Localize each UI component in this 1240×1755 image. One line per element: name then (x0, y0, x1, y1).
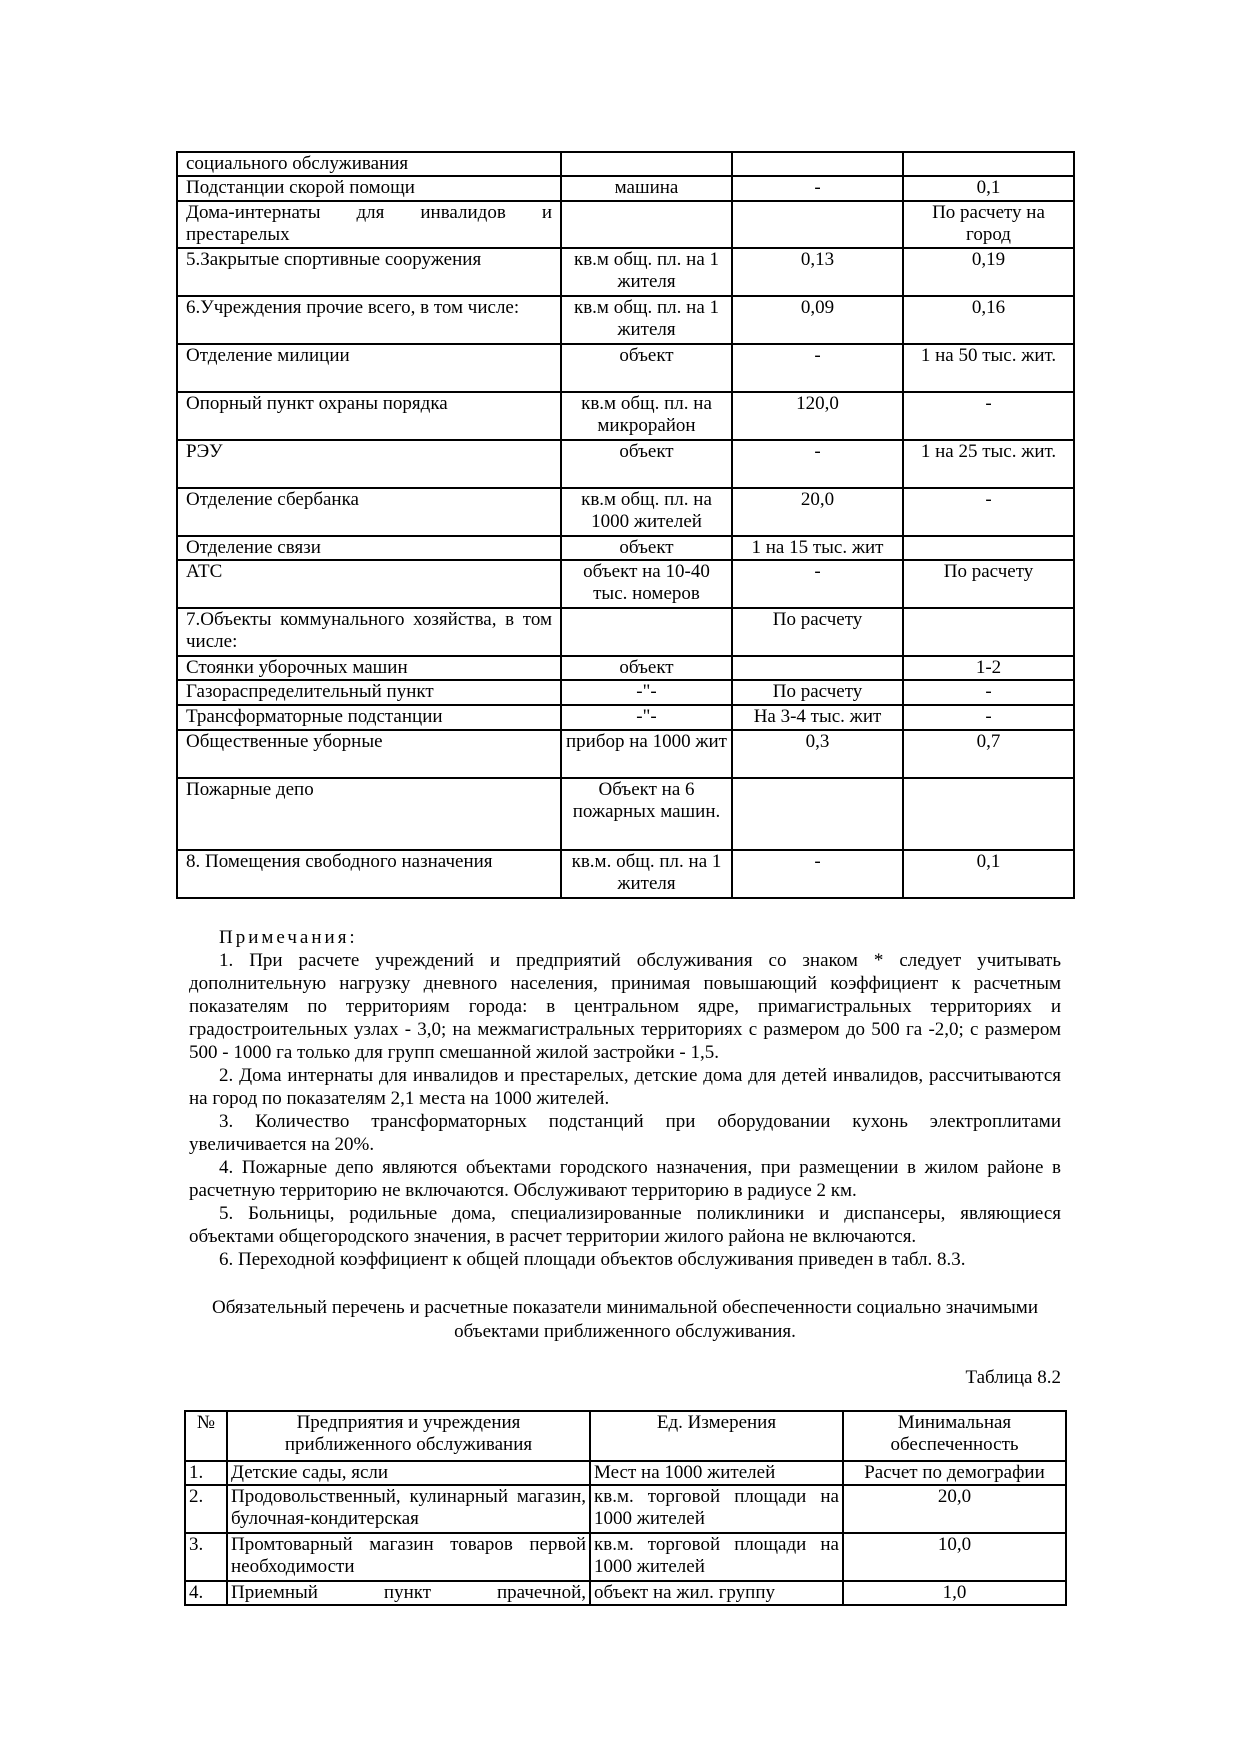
table-cell-name: 8. Помещения свободного назначения (177, 850, 561, 898)
table-cell-number: 3. (185, 1533, 227, 1581)
table-cell-value: 1 на 50 тыс. жит. (903, 344, 1074, 392)
table-cell-value: - (903, 680, 1074, 705)
table-cell-value: 0,16 (903, 296, 1074, 344)
table-cell-value: - (732, 344, 903, 392)
header-unit: Ед. Измерения (590, 1411, 843, 1461)
table-cell-value: 1-2 (903, 656, 1074, 680)
table-cell-unit: объект (561, 536, 732, 560)
table-cell-value: 1 на 25 тыс. жит. (903, 440, 1074, 488)
table-cell-unit (561, 152, 732, 176)
table-cell-name: 7.Объекты коммунального хозяйства, в том числе: (177, 608, 561, 656)
table-cell-value: 120,0 (732, 392, 903, 440)
table-cell-value: 0,1 (903, 176, 1074, 201)
table-cell-name: Стоянки уборочных машин (177, 656, 561, 680)
table-cell-value: - (732, 560, 903, 608)
table-cell-unit: кв.м общ. пл. на 1000 жителей (561, 488, 732, 536)
table-cell-value: По расчету на город (903, 201, 1074, 248)
table-cell-value: 1 на 15 тыс. жит (732, 536, 903, 560)
table-cell-name: Отделение сбербанка (177, 488, 561, 536)
table-cell-value: - (732, 176, 903, 201)
table-cell-value: - (732, 850, 903, 898)
table-cell-unit: объект (561, 656, 732, 680)
table-cell-unit: кв.м общ. пл. на 1 жителя (561, 296, 732, 344)
table-row (177, 680, 1074, 705)
table-cell-value: 20,0 (843, 1485, 1066, 1533)
table-cell-value: 1,0 (843, 1581, 1066, 1605)
table-cell-unit: объект (561, 440, 732, 488)
table-row (177, 850, 1074, 898)
table-cell-unit: Объект на 6 пожарных машин. (561, 778, 732, 850)
table-cell-value: - (903, 392, 1074, 440)
table-cell-unit: прибор на 1000 жит (561, 730, 732, 778)
table-cell-name: Продовольственный, кулинарный магазин, булочная-кондитерская (227, 1485, 590, 1533)
table-cell-unit: -"- (561, 705, 732, 730)
table-cell-name: Приемный пункт прачечной, (227, 1581, 590, 1605)
table-cell-unit: -"- (561, 680, 732, 705)
table-cell-unit: объект (561, 344, 732, 392)
table-cell-name: Трансформаторные подстанции (177, 705, 561, 730)
table-cell-value: Расчет по демографии (843, 1461, 1066, 1485)
table-cell-value: 0,19 (903, 248, 1074, 296)
table-cell-number: 4. (185, 1581, 227, 1605)
table-cell-name: Дома-интернаты для инвалидов и престарелых (177, 201, 561, 248)
table-cell-unit: объект на жил. группу (590, 1581, 843, 1605)
table-cell-name: Газораспределительный пункт (177, 680, 561, 705)
table-row (177, 536, 1074, 560)
table-cell-value (732, 656, 903, 680)
table-row (177, 488, 1074, 536)
table-header-row (185, 1411, 1066, 1461)
table-row (177, 201, 1074, 248)
table-cell-unit (561, 201, 732, 248)
table-cell-value: По расчету (903, 560, 1074, 608)
table-cell-value: 10,0 (843, 1533, 1066, 1581)
table-cell-unit: кв.м. торговой площади на 1000 жителей (590, 1533, 843, 1581)
table-cell-value (732, 201, 903, 248)
table-cell-value (732, 152, 903, 176)
note-item: 5. Больницы, родильные дома, специализированные поликлиники и диспансеры, являющиеся объектами общегородского значения, в расчет территории жилого района не включаются. (189, 1203, 1061, 1247)
note-item: 2. Дома интернаты для инвалидов и престарелых, детские дома для детей инвалидов, рассчитываются на город по показателям 2,1 места на 1000 жителей. (189, 1065, 1061, 1109)
services-table (176, 151, 1075, 899)
note-item: 4. Пожарные депо являются объектами городского назначения, при размещении в жилом районе в расчетную территорию не включаются. Обслуживают территорию в радиусе 2 км. (189, 1157, 1061, 1201)
table-cell-value (903, 608, 1074, 656)
table-cell-value (732, 778, 903, 850)
table-row (177, 608, 1074, 656)
table-row (185, 1581, 1066, 1605)
note-item: 1. При расчете учреждений и предприятий обслуживания со знаком * следует учитывать дополнительную нагрузку дневного населения, принимая повышающий коэффициент к расчетным показателям по территориям города: в центральном ядре, примагистральных территориях и градостроительных узлах - 3,0; на межмагистральных территориях с размером до 500 га -2,0; с размером 500 - 1000 га только для групп смешанной жилой застройки - 1,5. (189, 950, 1061, 1063)
table-row (185, 1461, 1066, 1485)
table2-title: Обязательный перечень и расчетные показатели минимальной обеспеченности социально значимыми объектами приближенного обслуживания. (212, 1297, 1038, 1342)
table-cell-name: Отделение связи (177, 536, 561, 560)
table-cell-name: Пожарные депо (177, 778, 561, 850)
table-row (177, 560, 1074, 608)
table-cell-unit: объект на 10-40 тыс. номеров (561, 560, 732, 608)
table-cell-value: - (903, 488, 1074, 536)
table-cell-name: Подстанции скорой помощи (177, 176, 561, 201)
table-cell-unit: кв.м общ. пл. на микрорайон (561, 392, 732, 440)
table-cell-value: 0,7 (903, 730, 1074, 778)
table-row (185, 1485, 1066, 1533)
table-cell-value (903, 778, 1074, 850)
header-name: Предприятия и учреждения приближенного обслуживания (227, 1411, 590, 1461)
table-cell-name: Опорный пункт охраны порядка (177, 392, 561, 440)
table-cell-name: Промтоварный магазин товаров первой необходимости (227, 1533, 590, 1581)
table-row (177, 778, 1074, 850)
table-cell-name: АТС (177, 560, 561, 608)
table-cell-value: 0,13 (732, 248, 903, 296)
table-cell-number: 2. (185, 1485, 227, 1533)
table-row (185, 1533, 1066, 1581)
table-cell-value: По расчету (732, 608, 903, 656)
table-row (177, 176, 1074, 201)
table-cell-value: По расчету (732, 680, 903, 705)
table-cell-value: 0,1 (903, 850, 1074, 898)
table-cell-name: социального обслуживания (177, 152, 561, 176)
table2-label: Таблица 8.2 (965, 1367, 1061, 1388)
table-row (177, 296, 1074, 344)
table-cell-name: 5.Закрытые спортивные сооружения (177, 248, 561, 296)
table-cell-name: РЭУ (177, 440, 561, 488)
table-cell-unit: кв.м общ. пл. на 1 жителя (561, 248, 732, 296)
table-cell-value: 0,09 (732, 296, 903, 344)
table-row (177, 440, 1074, 488)
table-cell-unit: кв.м. торговой площади на 1000 жителей (590, 1485, 843, 1533)
header-value: Минимальная обеспеченность (843, 1411, 1066, 1461)
note-item: 6. Переходной коэффициент к общей площади объектов обслуживания приведен в табл. 8.3. (219, 1249, 966, 1270)
table-cell-value: - (903, 705, 1074, 730)
notes-heading: Примечания: (219, 927, 358, 948)
table-cell-value: - (732, 440, 903, 488)
header-number: № (185, 1411, 227, 1461)
minimal-provision-table (184, 1410, 1067, 1606)
table-cell-name: Общественные уборные (177, 730, 561, 778)
table-cell-name: Детские сады, ясли (227, 1461, 590, 1485)
table-cell-number: 1. (185, 1461, 227, 1485)
table-cell-name: 6.Учреждения прочие всего, в том числе: (177, 296, 561, 344)
table-row (177, 705, 1074, 730)
table-cell-value (903, 536, 1074, 560)
table-cell-name: Отделение милиции (177, 344, 561, 392)
table-cell-unit: кв.м. общ. пл. на 1 жителя (561, 850, 732, 898)
table-row (177, 656, 1074, 680)
table-cell-unit (561, 608, 732, 656)
table-row (177, 392, 1074, 440)
table-cell-unit: машина (561, 176, 732, 201)
note-item: 3. Количество трансформаторных подстанций при оборудовании кухонь электроплитами увеличивается на 20%. (189, 1111, 1061, 1155)
table-cell-value: На 3-4 тыс. жит (732, 705, 903, 730)
table-cell-value: 0,3 (732, 730, 903, 778)
table-row (177, 344, 1074, 392)
table-row (177, 248, 1074, 296)
table-row (177, 730, 1074, 778)
table-row (177, 152, 1074, 176)
table-cell-value: 20,0 (732, 488, 903, 536)
notes-section (189, 926, 1061, 1271)
table-cell-unit: Мест на 1000 жителей (590, 1461, 843, 1485)
table-cell-value (903, 152, 1074, 176)
